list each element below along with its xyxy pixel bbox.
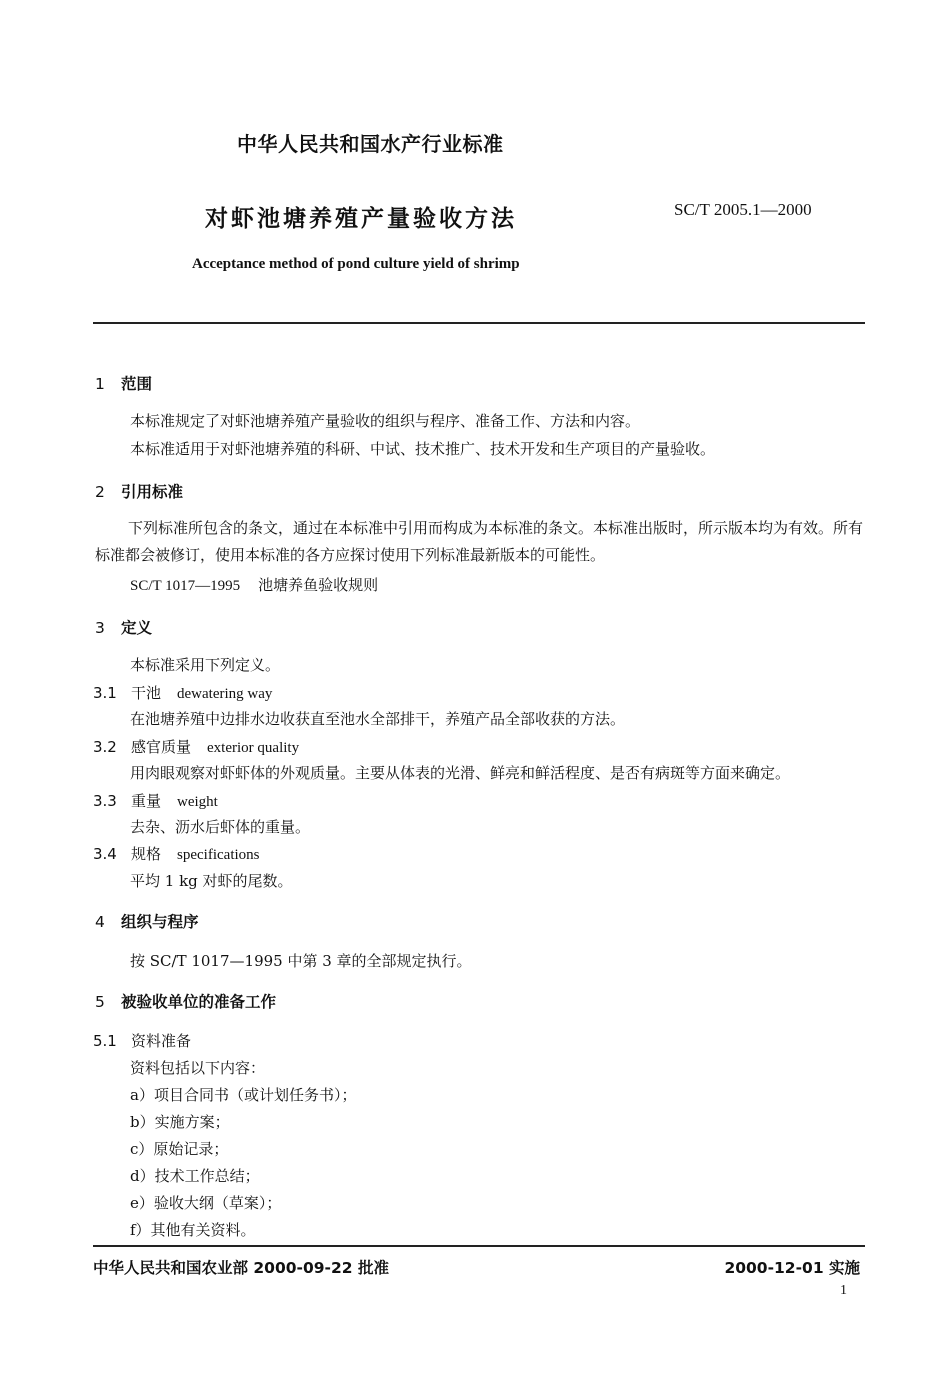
approval-line: 中华人民共和国农业部 2000-09-22 批准 (93, 1259, 389, 1277)
section-number: 4 (95, 913, 105, 931)
section-1-paragraph-1: 本标准规定了对虾池塘养殖产量验收的组织与程序、准备工作、方法和内容。 (130, 412, 641, 430)
effective-date: 2000-12-01 实施 (724, 1259, 860, 1277)
referenced-standard (130, 574, 378, 595)
subsection-5-1-heading (93, 1030, 191, 1051)
definition-number: 3.1 (93, 684, 117, 702)
section-title: 被验收单位的准备工作 (121, 993, 277, 1011)
definition-number: 3.3 (93, 792, 117, 810)
section-1-paragraph-2: 本标准适用于对虾池塘养殖的科研、中试、技术推广、技术开发和生产项目的产量验收。 (130, 440, 716, 458)
section-2-heading (95, 480, 183, 502)
definition-text: 在池塘养殖中边排水边收获直至池水全部排干，养殖产品全部收获的方法。 (130, 710, 626, 728)
english-title: Acceptance method of pond culture yield of shrimp (192, 256, 520, 272)
section-title: 范围 (121, 375, 153, 393)
definition-term-en: weight (177, 794, 218, 810)
list-item: d）技术工作总结； (130, 1167, 260, 1185)
definition-term-en: exterior quality (207, 740, 300, 756)
section-title: 引用标准 (121, 483, 184, 501)
section-4-paragraph: 按 SC/T 1017—1995 中第 3 章的全部规定执行。 (130, 952, 472, 970)
list-item: e）验收大纲（草案）； (130, 1194, 282, 1212)
definition-text: 用肉眼观察对虾虾体的外观质量。主要从体表的光滑、鲜亮和鲜活程度、是否有病斑等方面来确定。 (130, 764, 791, 782)
header-divider (93, 322, 865, 324)
document-title: 对虾池塘养殖产量验收方法 (205, 206, 517, 232)
section-number: 5 (95, 993, 105, 1011)
definition-number: 3.2 (93, 738, 117, 756)
standard-code: SC/T 2005.1—2000 (674, 200, 812, 219)
section-number: 1 (95, 375, 105, 393)
footer-divider (93, 1245, 865, 1247)
list-item: a）项目合同书（或计划任务书）； (130, 1086, 357, 1104)
section-number: 3 (95, 619, 105, 637)
section-title: 定义 (121, 619, 153, 637)
definition-term: 规格 (131, 845, 162, 863)
section-3-intro: 本标准采用下列定义。 (130, 656, 281, 674)
definition-term: 重量 (131, 792, 162, 810)
definition-text: 平均 1 kg 对虾的尾数。 (130, 872, 293, 890)
list-item: f）其他有关资料。 (130, 1221, 256, 1239)
subsection-5-1-intro: 资料包括以下内容： (130, 1059, 266, 1077)
referenced-standard-title: 池塘养鱼验收规则 (258, 576, 379, 594)
referenced-standard-code: SC/T 1017—1995 (130, 578, 241, 594)
section-1-heading (95, 372, 152, 394)
section-5-heading (95, 990, 276, 1012)
definition-term: 感官质量 (131, 738, 192, 756)
definition-heading (93, 843, 260, 864)
definition-text: 去杂、沥水后虾体的重量。 (130, 818, 311, 836)
page-number: 1 (840, 1283, 847, 1298)
definition-number: 3.4 (93, 845, 117, 863)
subsection-title: 资料准备 (131, 1032, 192, 1050)
list-item: c）原始记录； (130, 1140, 229, 1158)
definition-term-en: specifications (177, 847, 260, 863)
definition-term: 干池 (131, 684, 162, 702)
subsection-number: 5.1 (93, 1032, 117, 1050)
definition-heading (93, 682, 272, 703)
section-4-heading (95, 910, 199, 932)
definition-heading (93, 736, 299, 757)
section-number: 2 (95, 483, 105, 501)
industry-title: 中华人民共和国水产行业标准 (237, 132, 504, 156)
section-2-paragraph: 下列标准所包含的条文，通过在本标准中引用而构成为本标准的条文。本标准出版时，所示版本均为有效。所有标准都会被修订，使用本标准的各方应探讨使用下列标准最新版本的可能性。 (95, 519, 864, 564)
definition-heading (93, 790, 218, 811)
section-title: 组织与程序 (121, 913, 199, 931)
definition-term-en: dewatering way (177, 686, 273, 702)
list-item: b）实施方案； (130, 1113, 230, 1131)
section-3-heading (95, 616, 152, 638)
